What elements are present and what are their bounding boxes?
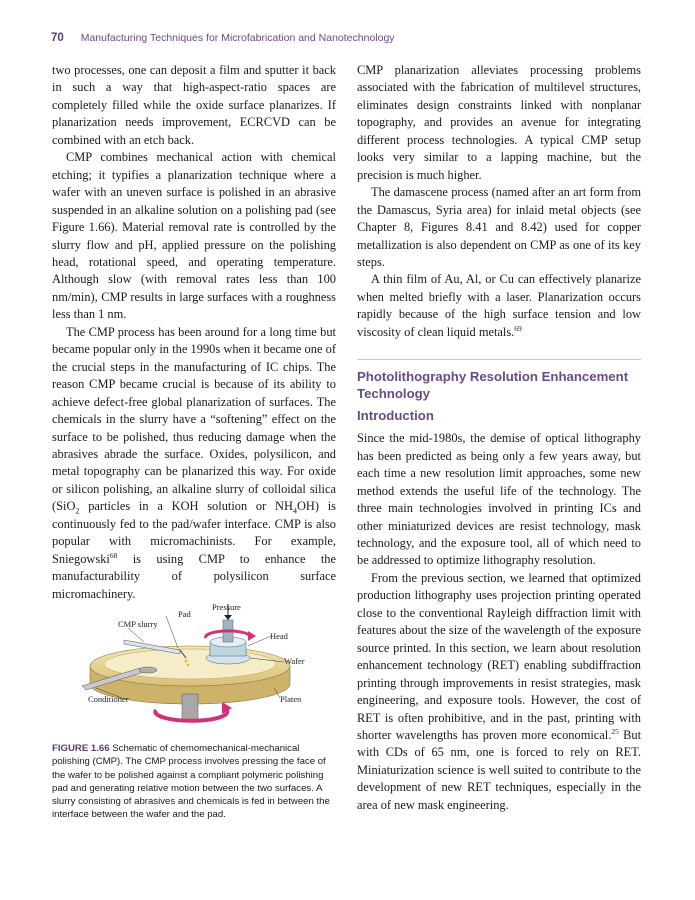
left-column: [52, 62, 336, 603]
right-paragraph-2: The damascene process (named after an art form from the Damascus, Syria area) for inlaid metal objects (see Chapter 8, Figures 8.41 and 8.42) used for copper metallization is also dependent on CMP as one of its key steps.: [357, 185, 641, 269]
head-rotation-arrowhead: [248, 631, 256, 641]
cmp-figure: [52, 598, 336, 738]
citation-69: 69: [514, 323, 522, 333]
left-paragraph-2: CMP combines mechanical action with chemical etching; it typifies a planarization technique where a wafer with an uneven surface is polished in an abrasive suspended in an alkaline solution on a polishing pad (see Figure 1.66). Material removal rate is controlled by the slurry flow and pH, applied pressure on the polishing head, rotational speed, and operating temperature. Although slow (with removal rates less than 100 nm/min), CMP results in large surfaces with a roughness less than 1 nm.: [52, 150, 336, 322]
running-title: Manufacturing Techniques for Microfabrication and Nanotechnology: [80, 32, 395, 44]
figure-label: FIGURE 1.66: [52, 743, 110, 754]
left-paragraph-3: The CMP process has been around for a long time but became popular only in the 1990s when it became one of the crucial steps in the manufacturing of IC chips. The reason CMP became crucial is because of its ability to achieve defect-free global planarization of surfaces. The chemicals in the slurry have a “softening” effect on the surface to be polished, thus reducing damage when the abrasives abrade the surface. Oxides, polysilicon, and metal topography can be planarized this way. For oxide or silicon polishing, an alkaline slurry of colloidal silica (SiO$_2$ particles in a KOH solution or $NH_4OH$) is continuously fed to the pad/wafer interface. CMP is also popular with micromachinists. For example, Sniegowski$^{68}$ is using CMP to enhance the manufacturability of polysilicon surface micromachinery.: [52, 324, 336, 601]
pressure-arrowhead: [224, 615, 232, 620]
label-head: Head: [270, 631, 288, 641]
running-header: [51, 32, 395, 44]
figure-caption-text: Schematic of chemomechanical-mechanical polishing (CMP). The CMP process involves pressing the face of the wafer to be polished against a compliant polymeric polishing pad and generating relative motion between the two surfaces. A slurry consisting of abrasives and chemicals is fed in between the interface between the wafer and the pad.: [52, 743, 330, 821]
page-number: 70: [51, 32, 64, 44]
right-paragraph-3: A thin film of Au, Al, or Cu can effectively planarize when melted briefly with a laser. Planarization occurs rapidly because of the high surface tension and low viscosity of clean liquid metals.$^{69}$: [357, 272, 641, 339]
cmp-diagram: [52, 598, 336, 738]
left-paragraph-1: two processes, one can deposit a film and sputter it back in such a way that high-aspect-ratio spaces are completely filled while the oxide surface planarizes. If planarization needs improvement, ECRCVD can be combined with an etch back.: [52, 63, 336, 147]
label-pad: Pad: [178, 609, 191, 619]
citation-25: 25: [611, 726, 619, 736]
subsection-title: Introduction: [357, 408, 434, 424]
right-paragraph-4: Since the mid-1980s, the demise of optical lithography has been predicted as being only a few years away, but each time a new resolution limit approaches, some new method extends the useful life of the technology. The three main technologies involved in printing ICs and other miniaturized devices are resist technology, mask technology, and the exposure tool, all of which need to be addressed to optimize lithography resolution.: [357, 431, 641, 568]
platen-spindle: [182, 694, 198, 720]
figure-caption: [52, 742, 336, 822]
label-wafer: Wafer: [284, 656, 305, 666]
section-title: Photolithography Resolution Enhancement Technology: [357, 369, 629, 402]
right-column: [357, 62, 641, 814]
right-paragraph-5: From the previous section, we learned that optimized production lithography uses projection printing operated close to the conventional Rayleigh diffraction limit with features about the size of the wavelength of the exposure source printed. In this section, we learn about resolution enhancement technology (RET) enabling subdiffraction printing through improvements in resist strategies, mask engineering, and exposure tools. However, the cost of RET is often prohibitive, and in the past, printing with shorter wavelengths has proven more economical.$^{25}$ But with CDs of 65 nm, one is forced to rely on RET. Miniaturization science is well suited to contribute to the development of new RET techniques, especially in the area of new mask engineering.: [357, 570, 642, 812]
citation-68: 68: [109, 550, 118, 560]
label-cmp-slurry: CMP slurry: [118, 619, 158, 629]
right-paragraph-1: CMP planarization alleviates processing problems associated with the fabrication of multilevel structures, eliminates design constraints linked with nonplanar topography, and provides an avenue for integrating different process technologies. A typical CMP setup looks very similar to a lapping machine, but the precision is much higher.: [357, 63, 641, 182]
label-platen: Platen: [280, 694, 302, 704]
label-conditioner: Conditioner: [88, 694, 129, 704]
polishing-head: [206, 620, 250, 664]
label-pressure: Pressure: [212, 602, 241, 612]
section-divider: [357, 359, 641, 360]
